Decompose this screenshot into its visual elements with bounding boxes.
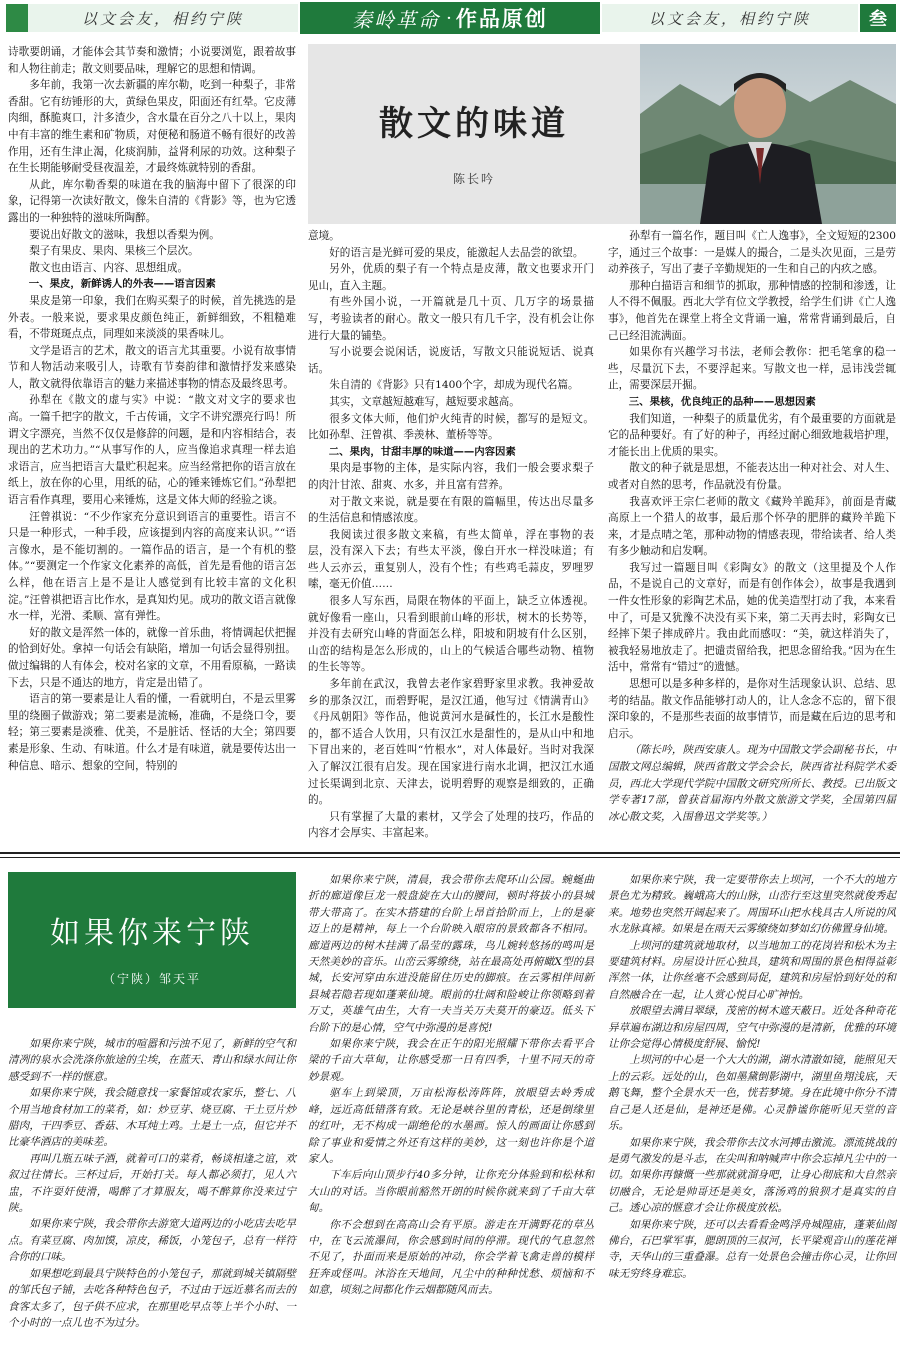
paragraph: 语言的第一要素是让人看的懂，一看就明白，不是云里雾里的绕圈子做游戏；第二要素是流畅，准确，不是绕口令，要轻；第三要素是淡雅、优美，不是脏话、怪话的大全；第四要素是形象、生动、有味道。什么才是有味道，就是要传达出一种信息、暗示、想象的空间，特别的 <box>8 693 296 772</box>
paragraph: 如果你来宁陕，还可以去看看金鸣浮舟城隍庙，蓬莱仙阁佛台，石巴掌军事，腮朗顶的三叔河，长平梁观音山的莲花禅寺，天华山的三重叠瀑。总有一处景色会撞击你心灵，让你回味无穷终身难忘。 <box>608 1218 896 1280</box>
paragraph: 上坝河的中心是一个大大的湖，湖水清澈如镜，能照见天上的云彩。远处的山，色如墨黛倒影湖中，湖里鱼翔浅底，天鹅飞舞，整个全景水天一色，恍若梦境。身在此境中你分不清自己是人还是仙，是神还是佛。心灵静谧你能听见天堂的音乐。 <box>608 1054 896 1133</box>
paragraph: 我阅读过很多散文来稿，有些太简单，浮在事物的表层，没有深入下去；有些太平淡，像白开水一样没味道；有些人云亦云，重复别人，没有个性；有些鸡毛蒜皮，罗哩罗嗦，毫无价值…… <box>308 528 594 591</box>
paragraph: 散文也由语言、内容、思想组成。 <box>29 261 189 274</box>
paragraph: 如果你来宁陕，我一定要带你去上坝河，一个不大的地方景色尤为精致。巍峨高大的山脉，山峦行至这里突然就俊秀起来。地势也突然开阔起来了。周围环山把水栈具古人所说的风水龙脉真褅。如果是在雨天云雾缭绕如梦如幻仿佛置身仙境。 <box>608 874 896 936</box>
paragraph: 如果想吃到最具宁陕特色的小笼包子，那就到城关镇隔壁的邹氏包子铺，去吃各种特色包子，不过由于远近慕名而去的食客太多了，包子供不应求，在那里吃早点等上半个小时、一个小时的一点儿也不为过分。 <box>8 1267 296 1329</box>
paragraph: （陈长吟，陕西安康人。现为中国散文学会副秘书长，中国散文网总编辑，陕西省散文学会会长，陕西省社科院学术委员，西北大学现代学院中国散文研究所所长、教授。已出版文学专著17部，曾获首届海内外散文旅游文学奖，全国第四届冰心散文奖，入围鲁迅文学奖等。） <box>608 744 896 823</box>
paragraph: 如果你有兴趣学习书法，老师会教你：把毛笔拿的稳一些，尽量沉下去，不要浮起来。写散文也一样，忌讳浅尝辄止，需要深层开掘。 <box>608 346 896 392</box>
paragraph: 如果你来宁陕，清晨，我会带你去爬环山公园。蜿蜒曲折的廊道像巨龙一般盘旋在大山的腰间，顿时将拔小的县城带大带高了。在实木搭建的台阶上昂首拾阶而上，上的是豪迈上的是精神，每上一个台阶映入眼帘的景致都各不相同。廊道两边的树木挂满了晶莹的露珠，鸟儿婉转悠扬的鸣叫是天然美妙的音乐。山峦云雾缭绕，站在最高处再俯瞰X型的县城，长安河穿由东进没能留住历史的脚痕。在云雾相伴间新县城若隐若现如蓬莱仙境。眼前的壮阔和险峻让你领略到着万丈，英雄气由生，大有一夫当关万夫莫开的豪迈。低头下台阶下的是心情，空气中弥漫的是喜悦! <box>308 874 594 1034</box>
header-slogan-right: 以文会友，相约宁陕 <box>602 4 858 32</box>
article2-column-1 <box>8 1036 296 1331</box>
paragraph: 如果你来宁陕，我会带你去游宽大道两边的小吃店去吃早点。有菜豆腐、肉加馍，凉皮，稀饭，小笼包子，总有一样符合你的口味。 <box>8 1218 296 1264</box>
paragraph: 如果你来宁陕，我会随意找一家餐馆或农家乐，整七、八个用当地食材加工的菜肴，如：炒豆芽、烧豆腐、干土豆片炒腊肉，干四季豆、香菇、木耳炖土鸡。土是土一点，但它并不比豪华酒店的美味差。 <box>8 1087 296 1149</box>
paragraph: 其实，文章越短越难写，越短要求越高。 <box>329 395 520 408</box>
paragraph: 多年前，我第一次去新疆的库尔勒，吃到一种梨子，非常香甜。它有纺锤形的大，黄绿色果皮，阳面还有红晕。它皮薄肉细，酥脆爽口，汁多渣少，含水量在百分之八十以上，果肉中有丰富的维生素和矿物质，对便秘和肠道不畅有很好的改善作用，还有生津止渴，化痰润肺，益肾利尿的功效。这种梨子在生长期能够耐受昼夜温差，才最终炼就特别的香甜。 <box>8 79 296 175</box>
header-masthead <box>300 2 600 34</box>
article1-title-box <box>308 44 640 224</box>
paragraph: 文学是语言的艺术，散文的语言尤其重要。小说有故事情节和人物活动来吸引人，诗歌有节奏韵律和激情抒发来感染人，散文就得依靠语言的魅力来描述事物的情态及最终思考。 <box>8 344 296 390</box>
paragraph: 孙犁有一篇名作，题目叫《亡人逸事》，全文短短的2300字，通过三个故事：一是媒人的撮合，二是头次见面，三是劳动养孩子，写出了妻子辛勤规矩的一生和自己的内疚之感。 <box>608 230 896 276</box>
paragraph: 很多人写东西，局限在物体的平面上，缺乏立体透视。就好像看一座山，只看到眼前山峰的形状，树木的长势等，并没有去研究山峰的背面怎么样，阳坡和阴坡有什么区别，山峦的结构是怎么形成的，山上的气候适合哪些动物、植物的生长等等。 <box>308 595 594 674</box>
paragraph: 那种白描语言和细节的抓取，那种情感的控制和渗透，让人不得不佩服。西北大学有位文学教授，给学生们讲《亡人逸事》，他首先在课堂上将全文背诵一遍，常常背诵到最后，自己已经泪流满面。 <box>608 279 896 342</box>
paragraph: 如果你来宁陕，城市的喧嚣和污浊不见了，新鲜的空气和清冽的泉水会洗涤你旅途的尘埃，在蓝天、青山和绿水间让你感受到不一样的惬意。 <box>8 1038 296 1083</box>
paragraph: 汪曾祺说：“不少作家充分意识到语言的重要性。语言不只是一种形式，一种手段，应该提到内容的高度来认识。”“语言像水，是不能切割的。一篇作品的语言，是一个有机的整体。”“要测定一个作家文化素养的高低，首先是看他的语言怎么样，他在语言上是不是让人感觉到有比较丰富的文化积淀。”汪曾祺把语言比作水，是真知灼见。成功的散文语言就像水一样，光滑、柔顺、富有弹性。 <box>8 510 296 623</box>
paragraph: 二、果肉，甘甜丰厚的味道——内容因素 <box>328 445 516 458</box>
paragraph: 孙犁在《散文的虚与实》中说：“散文对文字的要求也高。一篇千把字的散文，千古传诵，文字不讲究漂亮行吗！所谓文字漂亮，当然不仅仅是修辞的问题，是和内容相结合，表现出的艺术功力。”“从事写作的人，应当像追求真理一样去追求语言，应当把语言大量贮积起来。应当经常把你的语言放在纸上，放在你的心里，用纸的砧，心的锤来锤炼它们。”孙犁把语言看作真理，要用心来锤炼，这是文体大师的经验之谈。 <box>8 394 296 507</box>
paragraph: 果肉是事物的主体，是实际内容，我们一般会要求梨子的肉汁甘浓、甜爽、水多，并且富有营养。 <box>308 462 594 491</box>
article1-column-1 <box>8 44 296 774</box>
paragraph: 从此，库尔勒香梨的味道在我的脑海中留下了很深的印象，记得第一次读好散文，像朱自清的《背影》等，也为它透露出的一种独特的滋味所陶醉。 <box>8 178 296 224</box>
paragraph: 如果你来宁陕，我会带你去汶水河搏击激流。漂流挑战的是勇气激发的是斗志，在尖叫和呐喊声中你会忘掉凡尘中的一切。如果你再慷慨一些那就就溜身吧，让身心彻底和大自然亲切融合，无论是帅哥还是美女，落汤鸡的狼狈才是真实的自己。透心凉的惬意才会让你极度放松。 <box>608 1136 896 1215</box>
paragraph: 再叫几瓶五味子酒，就着可口的菜肴，畅谈相逢之谊，欢叙过往情长。三杯过后，开始打关。每人都必须打，见人六盅，不许耍奸使滑，喝醉了才算服友，喝不醉算你没来过宁陕。 <box>8 1152 296 1215</box>
paragraph: 只有掌握了大量的素材，又学会了处理的技巧，作品的内容才会厚实、丰富起来。 <box>308 810 594 840</box>
page-header <box>0 0 900 36</box>
paragraph: 有些外国小说，一开篇就是几十页、几万字的场景描写，考验读者的耐心。散文一般只有几千字，没有机会让你进行大量的铺垫。 <box>308 296 594 342</box>
paragraph: 我喜欢评王宗仁老师的散文《藏羚羊跪拜》，前面是青藏高原上一个猎人的故事，最后那个怀孕的肥胖的藏羚羊跪下来，才是点晴之笔，那种动物的情感表现，带给读者、给人类有多少触动和启发啊。 <box>608 495 896 558</box>
paragraph: 好的语言是光鲜可爱的果皮，能激起人去品尝的欲望。 <box>329 246 584 259</box>
article2-column-2 <box>308 872 594 1299</box>
section-divider <box>0 852 900 854</box>
paragraph: 上坝河的建筑就地取材，以当地加工的花岗岩和松木为主要建筑材料。房屋设计匠心独具，建筑和周围的景色相得益彰浑然一体，让你丝毫不会感到局促，建筑和房屋恰到好处的和自然融合在一起，让人赏心悦目心旷神怡。 <box>608 939 896 1001</box>
header-separator: · <box>446 7 452 29</box>
paragraph: 很多文体大师，他们炉火纯青的时候，都写的是短文。比如孙犁、汪曾祺、季羡林、董桥等等。 <box>308 412 594 442</box>
paragraph: 驱车上到梁顶，万亩松海松涛阵阵，放眼望去岭秀成峰，远近高低错落有致。无论是峡谷里的青松，还是倒缘里的红叶，无不构成一副绝伦的水墨画。惊人的画面让你感到除了事业和爱情之外还有这样的美妙，这一刻也许你是个道家人。 <box>308 1087 594 1165</box>
author-portrait-image <box>640 44 896 224</box>
header-section-title: 作品原创 <box>455 7 548 31</box>
article1-column-2 <box>308 228 594 842</box>
article2-title-box <box>8 872 296 1008</box>
author-photo <box>640 44 896 224</box>
paragraph: 梨子有果皮、果肉、果核三个层次。 <box>29 245 199 258</box>
paragraph: 你不会想到在高高山会有平原。游走在开满野花的草丛中，在飞云流瀑间，你会感到时间的停滞。现代的气息忽然不见了，扑面而来是原始的冲动，你会学着飞禽走兽的模样狂奔或怪叫。沐浴在天地间，凡尘中的种种忧愁、烦恼和不如意，顷刻之间都化作云烟都随风而去。 <box>308 1218 594 1297</box>
paragraph: 下车后向山顶步行40多分钟，让你充分体验到和松林和大山的对话。当你眼前豁然开朗的时候你就来到了千亩大草甸。 <box>308 1169 594 1215</box>
paragraph: 多年前在武汉，我曾去老作家碧野家里求教。我神爱故乡的那条汉江，而碧野呢，是汉江通，他写过《情满青山》《丹凤朝阳》等作品，他说黄河水是碱性的，长江水是酸性的，都不适合人饮用，只有汉江水是甜性的，是从山中和地下冒出来的，老百姓叫“竹根水”，对人体最好。当时对我深入了解汉江很有启发。现在国家进行南水北调，把汉江水通过长渠调到北京、天津去，说明碧野的观察是细致的，正确的。 <box>308 678 594 807</box>
paragraph: 果皮是第一印象，我们在购买梨子的时候，首先挑选的是外表。一般来说，要求果皮颜色纯正，新鲜细致，不粗糙难看，不带斑斑点点，同理如来淡淡的果香味儿。 <box>8 294 296 341</box>
paragraph: 我们知道，一种梨子的质量优劣，有个最重要的方面就是它的品种要好。有了好的种子，再经过耐心细致地栽培护理，才能长出上优质的果实。 <box>608 412 896 458</box>
paragraph: 朱自清的《背影》只有1400个字，却成为现代名篇。 <box>329 379 579 392</box>
paragraph: 另外，优质的梨子有一个特点是皮薄，散文也要求开门见山，直入主题。 <box>308 263 594 292</box>
article2-column-3 <box>608 872 896 1282</box>
article2-author: （宁陕）邹天平 <box>102 972 201 986</box>
paragraph: 对于散文来说，就是要在有限的篇幅里，传达出尽量多的生活信息和情感浓度。 <box>308 495 594 525</box>
paragraph: 好的散文是浑然一体的，就像一首乐曲，将情调起伏把握的恰到好处。拿掉一句话会有缺陷，增加一句话会显得别扭。做过编辑的人有体会，校对名家的文章，不用看原稿，一路读下去，只是不通达的地方，肯定是出错了。 <box>8 626 296 689</box>
header-brand: 秦岭革命 <box>352 7 441 32</box>
article1-author: 陈长吟 <box>452 172 495 186</box>
article1-title: 散文的味道 <box>379 104 569 144</box>
article1-column-3 <box>608 228 896 825</box>
paragraph: 写小说要会说闲话，说废话，写散文只能说短话、说真话。 <box>308 346 594 375</box>
paragraph: 诗歌要朗诵，才能体会其节奏和激情；小说要浏览，跟着故事和人物往前走；散文则要品味，理解它的思想和情调。 <box>8 46 296 75</box>
page-number: 叁 <box>860 4 896 32</box>
article2-title: 如果你来宁陕 <box>50 916 254 951</box>
paragraph: 散文的种子就是思想，不能表达出一种对社会、对人生、或者对自然的思考，作品就没有份量。 <box>608 462 896 491</box>
paragraph: 思想可以是多种多样的，是你对生活现象认识、总结、思考的结晶。散文作品能够打动人的，让人念念不忘的，留下很深印象的，不是那些表面的故事情节，而是藏在后边的思考和启示。 <box>608 678 896 740</box>
section-divider-thin <box>0 857 900 858</box>
paragraph: 意境。 <box>308 230 340 242</box>
paragraph: 一、果皮，新鲜诱人的外表——语言因素 <box>28 278 216 291</box>
paragraph: 要说出好散文的滋味，我想以香梨为例。 <box>29 228 220 241</box>
paragraph: 三、果核，优良纯正的品种——思想因素 <box>628 395 816 408</box>
paragraph: 如果你来宁陕，我会在正午的阳光照耀下带你去看平合梁的千亩大草甸，让你感受那一日有四季，十里不同天的奇妙景观。 <box>308 1038 594 1083</box>
paragraph: 放眼望去满目翠绿，茂密的树木遮天蔽日。近处各种奇花异草遍布湖边和房屋四周，空气中弥漫的是清新，优雅的环境让你会觉得心情极度舒展、愉悦! <box>608 1005 896 1051</box>
header-slogan-left: 以文会友，相约宁陕 <box>6 4 298 32</box>
paragraph: 我写过一篇题目叫《彩陶女》的散文（这里提及个人作品，不是说自己的文章好，而是有创作体会），故事是我遇到一件女性形象的彩陶艺术品，她的优美造型打动了我，本来看中了，可是又犹豫不决没有买下来，第二天再去时，彩陶女已经摔下架子摔成碎片。我由此而感叹：“美，就这样消失了，被我轻易地放走了。把谴责留给我，把思念留给我。”因为在生活中，常常有“错过”的遗憾。 <box>608 561 896 674</box>
